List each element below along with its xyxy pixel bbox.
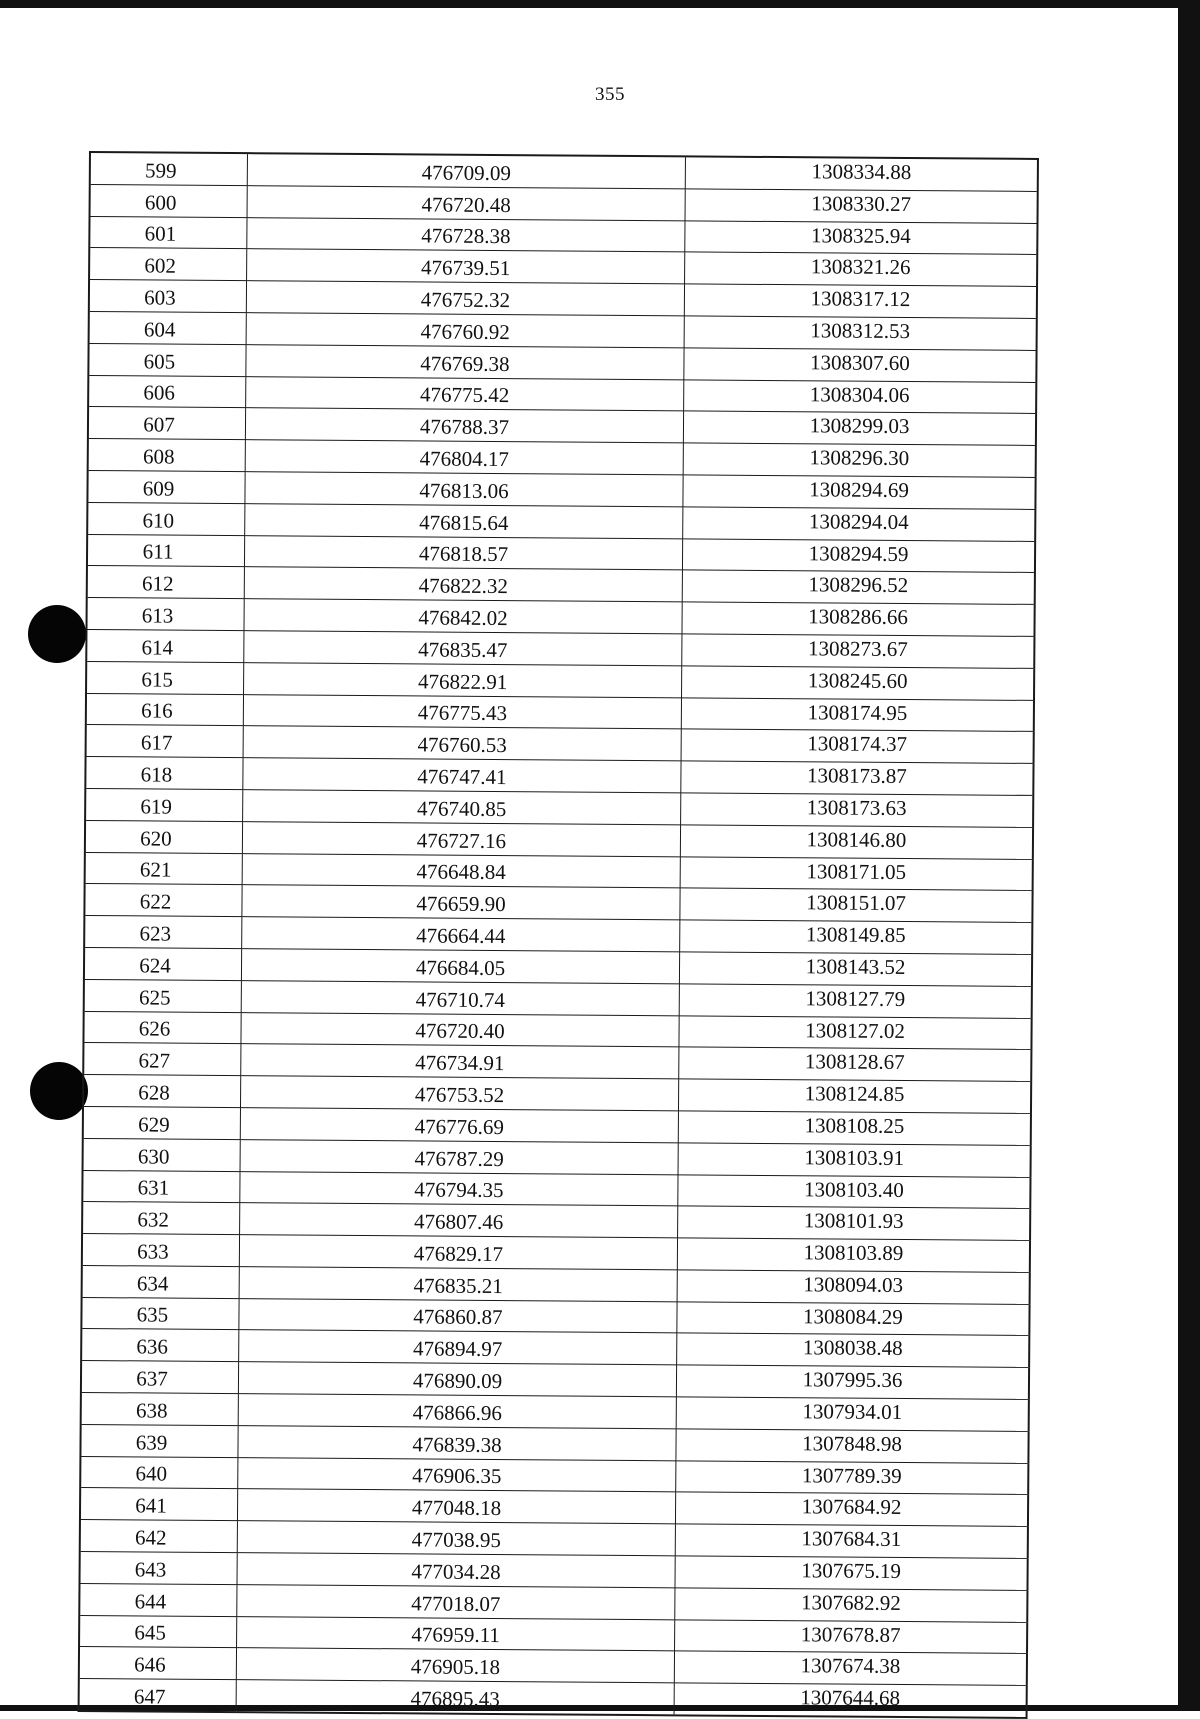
y-coordinate-cell: 1307848.98 [676,1429,1029,1463]
x-coordinate-cell: 476760.53 [243,726,681,761]
coordinates-table [78,151,1039,1719]
point-number-cell: 606 [88,375,246,408]
y-coordinate-cell: 1308173.87 [681,761,1034,795]
y-coordinate-cell: 1307678.87 [675,1619,1028,1653]
point-number-cell: 632 [82,1202,240,1235]
point-number-cell: 642 [80,1520,238,1553]
y-coordinate-cell: 1308149.85 [680,920,1033,954]
x-coordinate-cell: 477038.95 [237,1521,675,1556]
x-coordinate-cell: 476813.06 [245,472,683,507]
x-coordinate-cell: 476890.09 [238,1362,676,1397]
y-coordinate-cell: 1308103.89 [677,1238,1030,1272]
x-coordinate-cell: 476895.43 [236,1680,674,1716]
point-number-cell: 643 [80,1552,238,1585]
y-coordinate-cell: 1307675.19 [675,1556,1028,1590]
x-coordinate-cell: 477018.07 [237,1584,675,1619]
x-coordinate-cell: 476894.97 [239,1330,677,1365]
y-coordinate-cell: 1308103.40 [678,1174,1031,1208]
x-coordinate-cell: 476747.41 [243,758,681,793]
y-coordinate-cell: 1307674.38 [674,1651,1027,1685]
x-coordinate-cell: 476739.51 [247,249,685,284]
y-coordinate-cell: 1308325.94 [685,220,1038,254]
point-number-cell: 639 [80,1424,238,1457]
x-coordinate-cell: 476822.91 [244,662,682,697]
y-coordinate-cell: 1308146.80 [680,825,1033,859]
y-coordinate-cell: 1308174.37 [681,729,1034,763]
x-coordinate-cell: 476752.32 [246,281,684,316]
x-coordinate-cell: 477034.28 [237,1553,675,1588]
y-coordinate-cell: 1307995.36 [676,1365,1029,1399]
point-number-cell: 647 [79,1679,237,1712]
y-coordinate-cell: 1308101.93 [678,1206,1031,1240]
scan-border-top [0,0,1200,8]
y-coordinate-cell: 1307684.92 [675,1492,1028,1526]
x-coordinate-cell: 476794.35 [240,1171,678,1206]
point-number-cell: 610 [87,502,245,535]
y-coordinate-cell: 1308128.67 [679,1047,1032,1081]
point-number-cell: 614 [86,629,244,662]
y-coordinate-cell: 1308151.07 [680,888,1033,922]
y-coordinate-cell: 1308094.03 [677,1270,1030,1304]
point-number-cell: 644 [79,1583,237,1616]
y-coordinate-cell: 1308245.60 [682,666,1035,700]
point-number-cell: 612 [87,566,245,599]
point-number-cell: 616 [86,693,244,726]
point-number-cell: 624 [84,947,242,980]
coordinates-table-body [79,152,1038,1718]
point-number-cell: 646 [79,1647,237,1680]
point-number-cell: 633 [82,1234,240,1267]
x-coordinate-cell: 476815.64 [245,503,683,538]
punch-hole-mark [28,605,86,663]
point-number-cell: 599 [90,152,248,185]
point-number-cell: 645 [79,1615,237,1648]
y-coordinate-cell: 1308127.02 [679,1015,1032,1049]
point-number-cell: 605 [88,343,246,376]
y-coordinate-cell: 1308321.26 [685,252,1038,286]
point-number-cell: 637 [81,1361,239,1394]
x-coordinate-cell: 476727.16 [242,821,680,856]
y-coordinate-cell: 1308296.52 [682,570,1035,604]
x-coordinate-cell: 476709.09 [247,153,685,189]
y-coordinate-cell: 1308173.63 [681,793,1034,827]
y-coordinate-cell: 1308312.53 [684,316,1037,350]
point-number-cell: 626 [83,1011,241,1044]
point-number-cell: 640 [80,1456,238,1489]
point-number-cell: 627 [83,1043,241,1076]
coordinates-table-wrapper [78,151,1033,1719]
point-number-cell: 608 [88,439,246,472]
x-coordinate-cell: 476905.18 [236,1648,674,1683]
x-coordinate-cell: 476659.90 [242,885,680,920]
x-coordinate-cell: 476728.38 [247,217,685,252]
x-coordinate-cell: 476829.17 [239,1235,677,1270]
x-coordinate-cell: 476776.69 [240,1108,678,1143]
x-coordinate-cell: 476807.46 [240,1203,678,1238]
x-coordinate-cell: 476710.74 [241,980,679,1015]
y-coordinate-cell: 1308143.52 [679,952,1032,986]
x-coordinate-cell: 476775.43 [243,694,681,729]
x-coordinate-cell: 476835.21 [239,1267,677,1302]
point-number-cell: 625 [84,979,242,1012]
scan-border-right [1178,0,1200,1711]
point-number-cell: 604 [89,311,247,344]
point-number-cell: 641 [80,1488,238,1521]
x-coordinate-cell: 476822.32 [244,567,682,602]
y-coordinate-cell: 1308294.59 [682,538,1035,572]
x-coordinate-cell: 476769.38 [246,344,684,379]
x-coordinate-cell: 476839.38 [238,1426,676,1461]
point-number-cell: 603 [89,280,247,313]
y-coordinate-cell: 1308330.27 [685,189,1038,223]
y-coordinate-cell: 1308108.25 [678,1111,1031,1145]
point-number-cell: 615 [86,661,244,694]
y-coordinate-cell: 1308299.03 [683,411,1036,445]
y-coordinate-cell: 1308273.67 [682,634,1035,668]
point-number-cell: 622 [84,884,242,917]
y-coordinate-cell: 1307682.92 [675,1588,1028,1622]
point-number-cell: 630 [83,1138,241,1171]
point-number-cell: 617 [86,725,244,758]
x-coordinate-cell: 476720.48 [247,185,685,220]
x-coordinate-cell: 476740.85 [243,790,681,825]
point-number-cell: 628 [83,1075,241,1108]
point-number-cell: 635 [81,1297,239,1330]
x-coordinate-cell: 476775.42 [246,376,684,411]
x-coordinate-cell: 476720.40 [241,1012,679,1047]
x-coordinate-cell: 476804.17 [245,440,683,475]
x-coordinate-cell: 476835.47 [244,631,682,666]
point-number-cell: 600 [90,184,248,217]
point-number-cell: 613 [86,598,244,631]
x-coordinate-cell: 476787.29 [240,1139,678,1174]
y-coordinate-cell: 1308174.95 [681,697,1034,731]
x-coordinate-cell: 476906.35 [238,1457,676,1492]
page-number: 355 [595,84,625,105]
y-coordinate-cell: 1308171.05 [680,856,1033,890]
table-row [79,1679,1027,1718]
x-coordinate-cell: 477048.18 [237,1489,675,1524]
point-number-cell: 634 [82,1265,240,1298]
point-number-cell: 601 [89,216,247,249]
punch-hole-mark [30,1062,88,1120]
point-number-cell: 621 [85,852,243,885]
y-coordinate-cell: 1308317.12 [684,284,1037,318]
point-number-cell: 609 [87,470,245,503]
point-number-cell: 619 [85,788,243,821]
point-number-cell: 623 [84,916,242,949]
point-number-cell: 620 [85,820,243,853]
x-coordinate-cell: 476734.91 [241,1044,679,1079]
x-coordinate-cell: 476760.92 [246,313,684,348]
y-coordinate-cell: 1307789.39 [676,1461,1029,1495]
y-coordinate-cell: 1308334.88 [685,156,1038,191]
y-coordinate-cell: 1308124.85 [678,1079,1031,1113]
x-coordinate-cell: 476959.11 [237,1616,675,1651]
y-coordinate-cell: 1308307.60 [684,348,1037,382]
x-coordinate-cell: 476664.44 [242,917,680,952]
x-coordinate-cell: 476684.05 [241,949,679,984]
point-number-cell: 631 [82,1170,240,1203]
x-coordinate-cell: 476818.57 [244,535,682,570]
y-coordinate-cell: 1308127.79 [679,984,1032,1018]
y-coordinate-cell: 1307934.01 [676,1397,1029,1431]
point-number-cell: 611 [87,534,245,567]
x-coordinate-cell: 476842.02 [244,599,682,634]
x-coordinate-cell: 476866.96 [238,1394,676,1429]
y-coordinate-cell: 1308286.66 [682,602,1035,636]
x-coordinate-cell: 476860.87 [239,1298,677,1333]
y-coordinate-cell: 1308038.48 [677,1333,1030,1367]
point-number-cell: 602 [89,248,247,281]
point-number-cell: 618 [85,757,243,790]
y-coordinate-cell: 1308103.91 [678,1143,1031,1177]
y-coordinate-cell: 1307684.31 [675,1524,1028,1558]
y-coordinate-cell: 1308304.06 [684,379,1037,413]
x-coordinate-cell: 476753.52 [240,1076,678,1111]
x-coordinate-cell: 476788.37 [245,408,683,443]
point-number-cell: 636 [81,1329,239,1362]
x-coordinate-cell: 476648.84 [242,853,680,888]
point-number-cell: 629 [83,1106,241,1139]
point-number-cell: 638 [81,1393,239,1426]
y-coordinate-cell: 1308294.04 [683,507,1036,541]
y-coordinate-cell: 1308294.69 [683,475,1036,509]
y-coordinate-cell: 1308296.30 [683,443,1036,477]
point-number-cell: 607 [88,407,246,440]
y-coordinate-cell: 1308084.29 [677,1302,1030,1336]
y-coordinate-cell: 1307644.68 [674,1683,1027,1718]
